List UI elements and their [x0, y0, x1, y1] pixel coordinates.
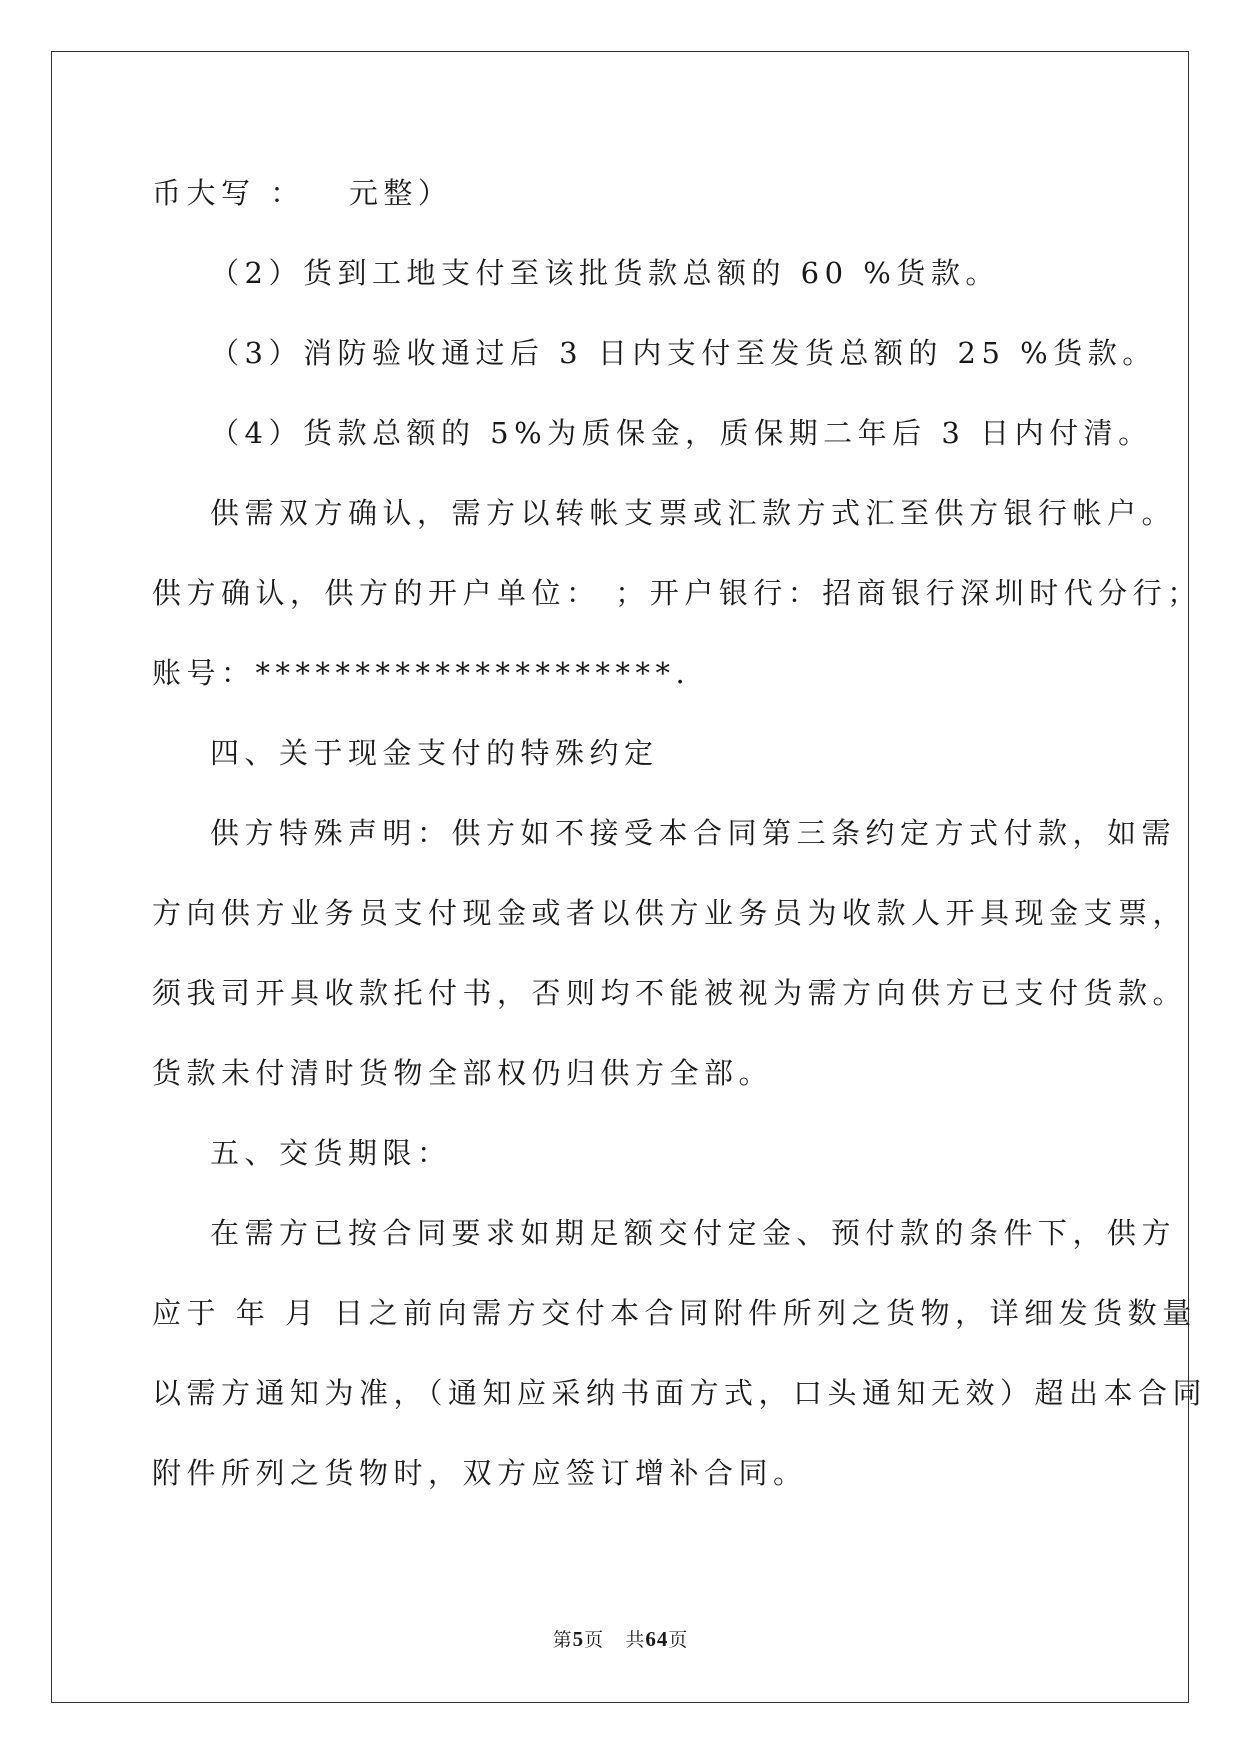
footer-total-suffix: 页: [668, 1629, 689, 1651]
footer-page-number: 5: [572, 1627, 585, 1651]
footer-total-prefix: 共: [625, 1629, 646, 1651]
page-footer: [0, 1628, 1241, 1651]
text-line-15: 应于 年 月 日之前向需方交付本合同附件所列之货物，详细发货数量: [152, 1296, 1197, 1330]
footer-total-pages: 64: [645, 1627, 669, 1651]
text-line-2: （2）货到工地支付至该批货款总额的 60 %货款。: [210, 256, 1000, 290]
text-line-7: 账号：*********************.: [152, 656, 691, 690]
text-line-11: 须我司开具收款托付书，否则均不能被视为需方向供方已支付货款。: [152, 976, 1188, 1010]
text-line-5: 供需双方确认，需方以转帐支票或汇款方式汇至供方银行帐户。: [210, 496, 1177, 530]
text-line-6: 供方确认，供方的开户单位： ；开户银行：招商银行深圳时代分行；: [152, 576, 1202, 610]
text-line-9: 供方特殊声明：供方如不接受本合同第三条约定方式付款，如需: [210, 816, 1177, 850]
text-line-3: （3）消防验收通过后 3 日内支付至发货总额的 25 %货款。: [210, 336, 1157, 370]
footer-page-prefix: 第: [552, 1629, 573, 1651]
text-line-17: 附件所列之货物时，双方应签订增补合同。: [152, 1456, 808, 1490]
text-line-14: 在需方已按合同要求如期足额交付定金、预付款的条件下，供方: [210, 1216, 1177, 1250]
text-line-16: 以需方通知为准，（通知应采纳书面方式，口头通知无效）超出本合同: [152, 1376, 1208, 1410]
text-line-10: 方向供方业务员支付现金或者以供方业务员为收款人开具现金支票，: [152, 896, 1188, 930]
section-heading-4: 四、关于现金支付的特殊约定: [210, 736, 659, 770]
section-heading-5: 五、交货期限：: [210, 1136, 452, 1170]
text-line-1: 币大写 ： 元整）: [152, 176, 453, 210]
text-line-4: （4）货款总额的 5%为质保金，质保期二年后 3 日内付清。: [210, 416, 1153, 450]
footer-page-suffix: 页: [584, 1629, 605, 1651]
text-line-12: 货款未付清时货物全部权仍归供方全部。: [152, 1056, 774, 1090]
